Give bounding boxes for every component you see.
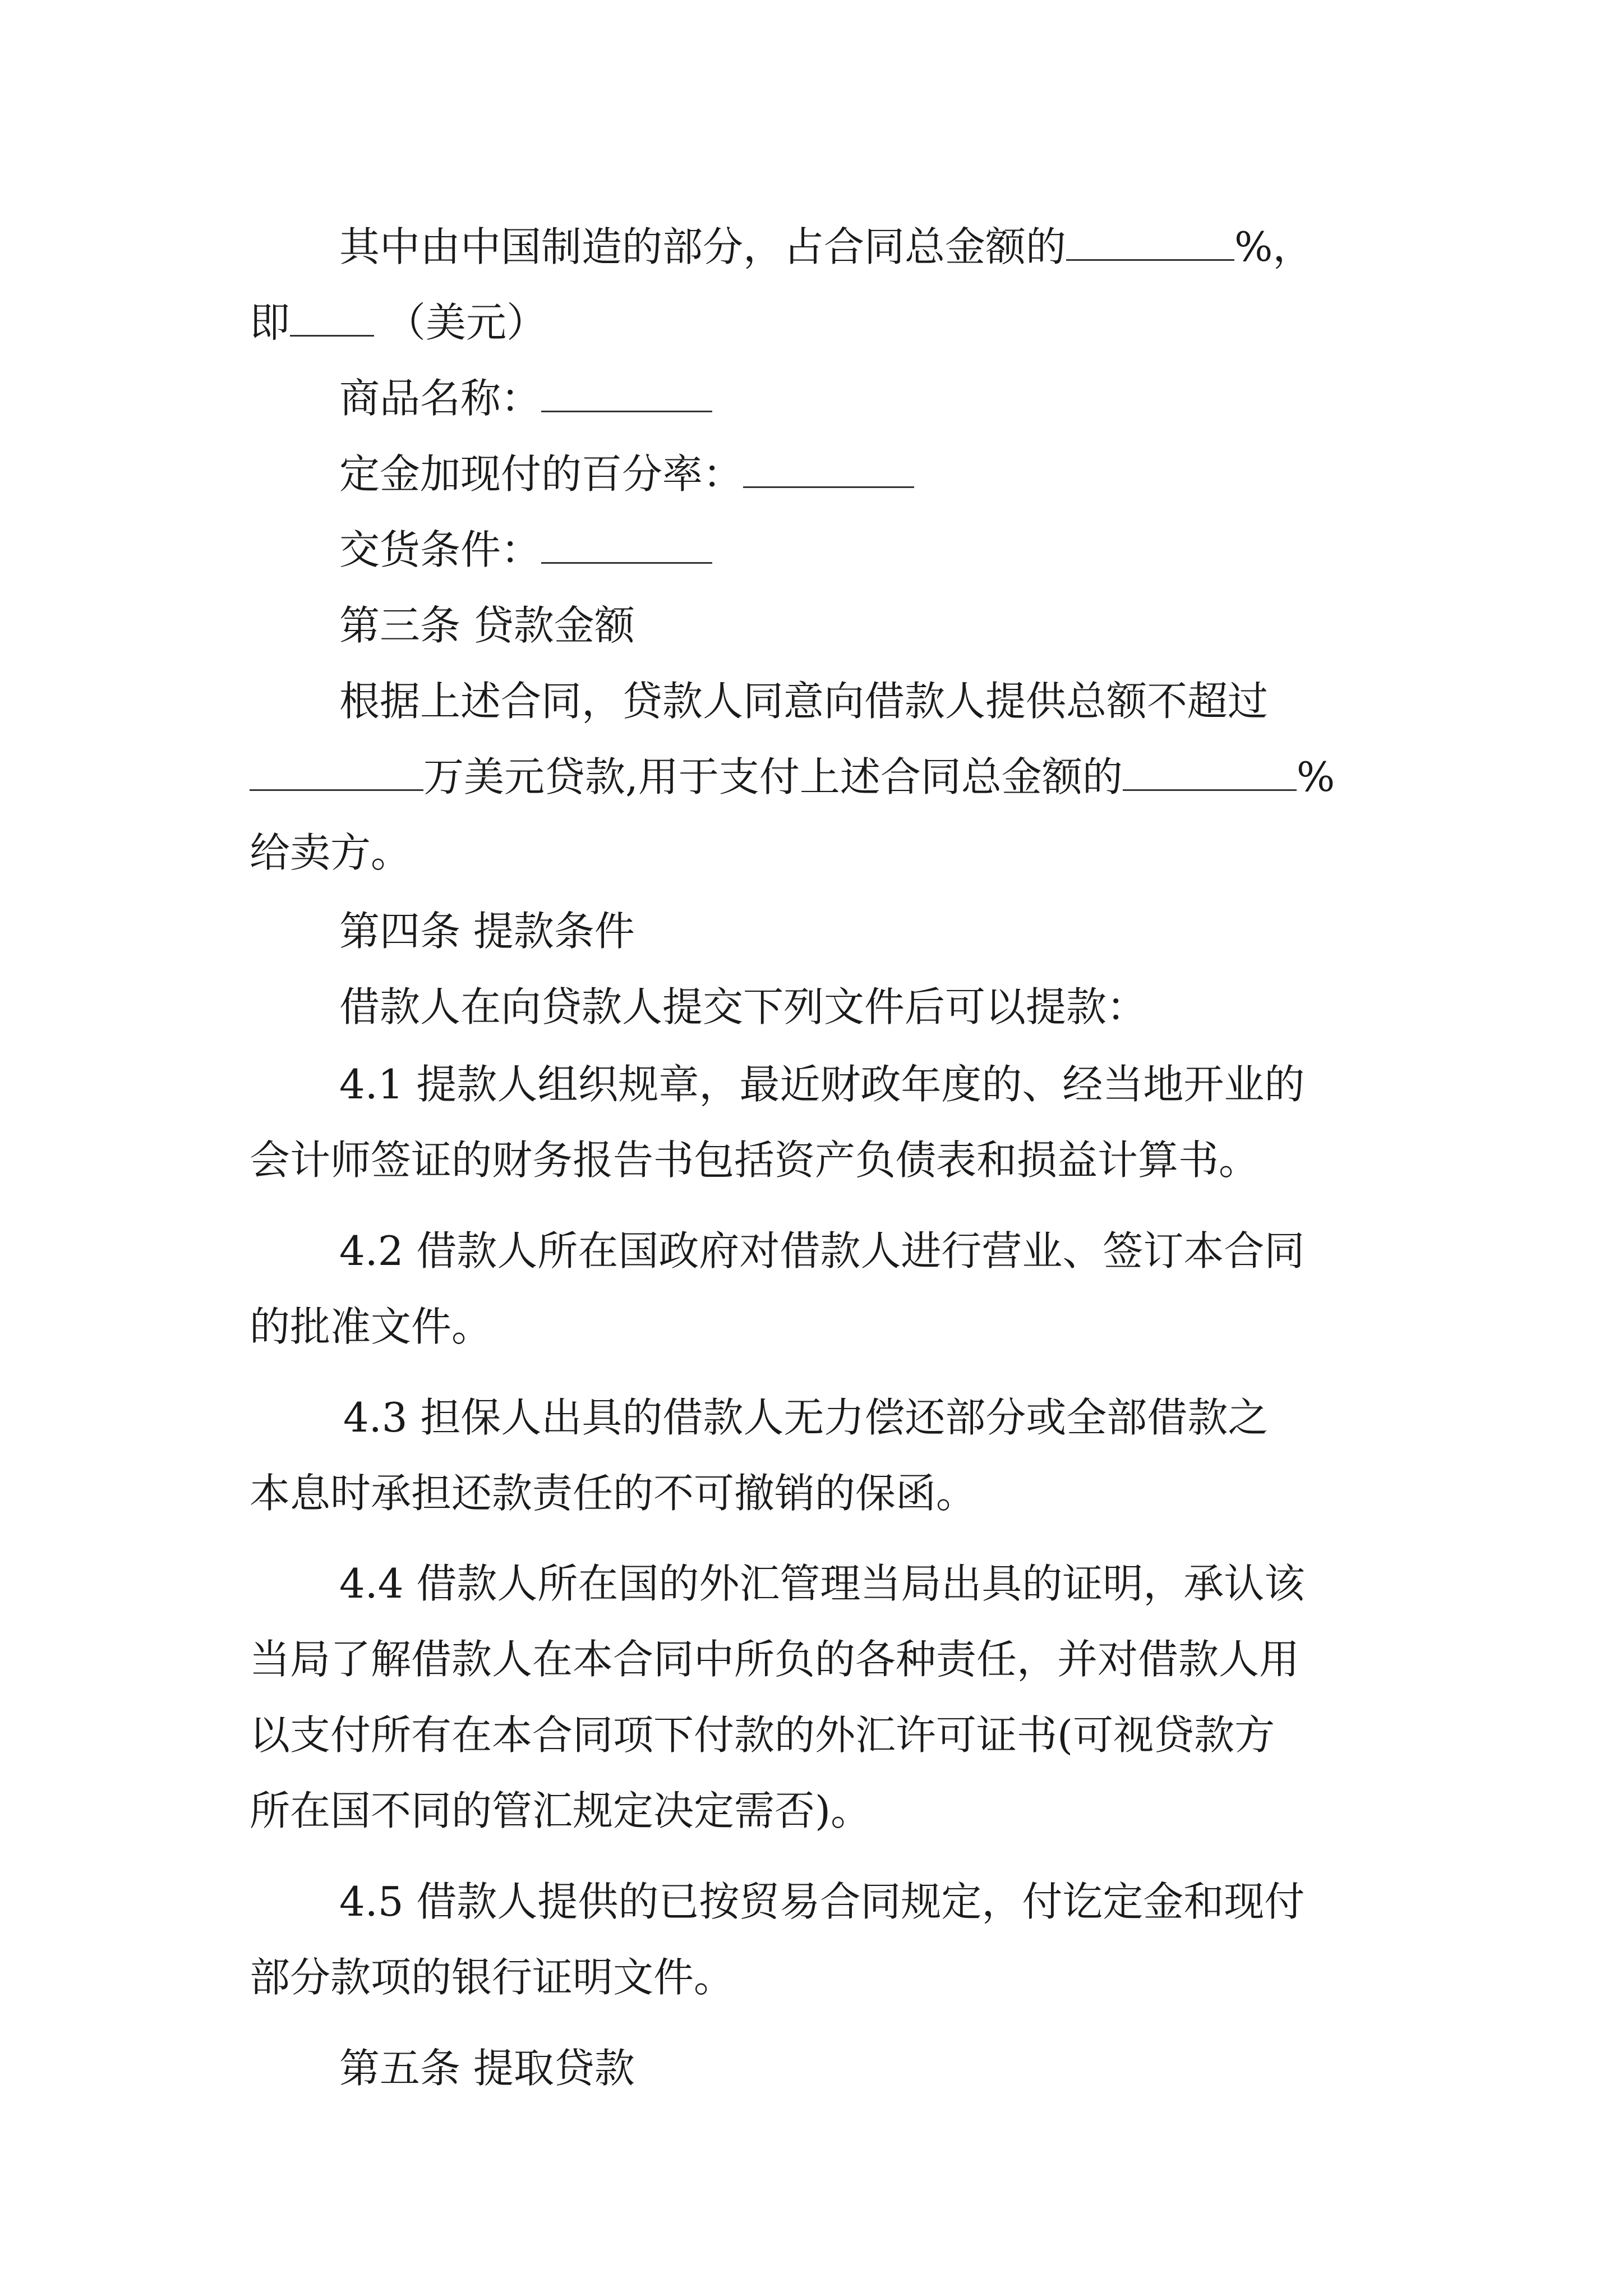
- line-text: 4.4 借款人所在国的外汇管理当局出具的证明，承认该: [339, 1560, 1305, 1607]
- blank-field: [290, 300, 374, 337]
- article-heading: [0, 595, 635, 656]
- line-text: 借款人在向贷款人提交下列文件后可以提款：: [339, 983, 1147, 1030]
- line-text: 第五条 提取贷款: [339, 2045, 635, 2092]
- article-heading: [0, 2037, 635, 2099]
- line-text: 商品名称：: [339, 375, 542, 422]
- line-text: （美元）: [385, 299, 547, 346]
- line-text: 所在国不同的管汇规定决定需否)。: [250, 1787, 872, 1834]
- line-text: 第三条 贷款金额: [339, 602, 635, 649]
- line-text: 部分款项的银行证明文件。: [250, 1954, 735, 2001]
- contract-line: [0, 670, 1268, 732]
- clause-line: [0, 1296, 492, 1358]
- clause-line: [0, 1704, 1275, 1766]
- contract-line: [0, 746, 1335, 808]
- contract-line: [0, 443, 914, 505]
- line-text: 以支付所有在本合同项下付款的外汇许可证书(可视贷款方: [250, 1711, 1275, 1759]
- blank-field: [541, 527, 712, 564]
- line-text: 4.1 提款人组织规章，最近财政年度的、经当地开业的: [339, 1061, 1305, 1108]
- clause-line: [0, 1871, 1304, 1932]
- blank-field: [1066, 224, 1234, 261]
- blank-field: [743, 452, 914, 488]
- line-text: 即: [250, 299, 291, 346]
- clause-line: [0, 1947, 734, 2008]
- line-text: 第四条 提款条件: [339, 908, 635, 955]
- clause-line: [0, 1628, 1299, 1690]
- clause-line: [0, 1387, 1268, 1448]
- clause-line: [0, 1780, 871, 1842]
- contract-line: [0, 976, 1147, 1038]
- contract-line: [0, 216, 1313, 278]
- line-text: 会计师签证的财务报告书包括资产负债表和损益计算书。: [250, 1137, 1260, 1184]
- clause-line: [0, 1462, 976, 1524]
- clause-line: [0, 1053, 1304, 1115]
- line-text: 4.3 担保人出具的借款人无力偿还部分或全部借款之: [343, 1394, 1269, 1441]
- line-text: 的批准文件。: [250, 1303, 492, 1350]
- line-text: %: [1296, 753, 1335, 800]
- contract-line: [0, 519, 712, 581]
- clause-line: [0, 1129, 1259, 1191]
- line-text: 当局了解借款人在本合同中所负的各种责任，并对借款人用: [250, 1636, 1300, 1683]
- blank-field: [541, 376, 712, 412]
- line-text: 万美元贷款,用于支付上述合同总金额的: [423, 753, 1123, 800]
- contract-line: [0, 292, 547, 353]
- line-text: %，: [1234, 223, 1313, 270]
- blank-field: [1123, 754, 1297, 791]
- line-text: 本息时承担还款责任的不可撤销的保函。: [250, 1470, 977, 1517]
- clause-line: [0, 1220, 1304, 1282]
- line-text: 4.2 借款人所在国政府对借款人进行营业、签订本合同: [339, 1227, 1305, 1274]
- contract-line: [0, 367, 712, 429]
- line-text: 其中由中国制造的部分，占合同总金额的: [339, 223, 1067, 270]
- line-text: 交货条件：: [339, 526, 542, 573]
- line-text: 给卖方。: [250, 829, 412, 876]
- line-text: 根据上述合同，贷款人同意向借款人提供总额不超过: [339, 678, 1269, 725]
- clause-line: [0, 1553, 1304, 1614]
- blank-field: [250, 754, 423, 791]
- line-text: 4.5 借款人提供的已按贸易合同规定，付讫定金和现付: [339, 1878, 1305, 1925]
- contract-line: [0, 822, 411, 884]
- article-heading: [0, 900, 635, 962]
- line-text: 定金加现付的百分率：: [339, 450, 744, 498]
